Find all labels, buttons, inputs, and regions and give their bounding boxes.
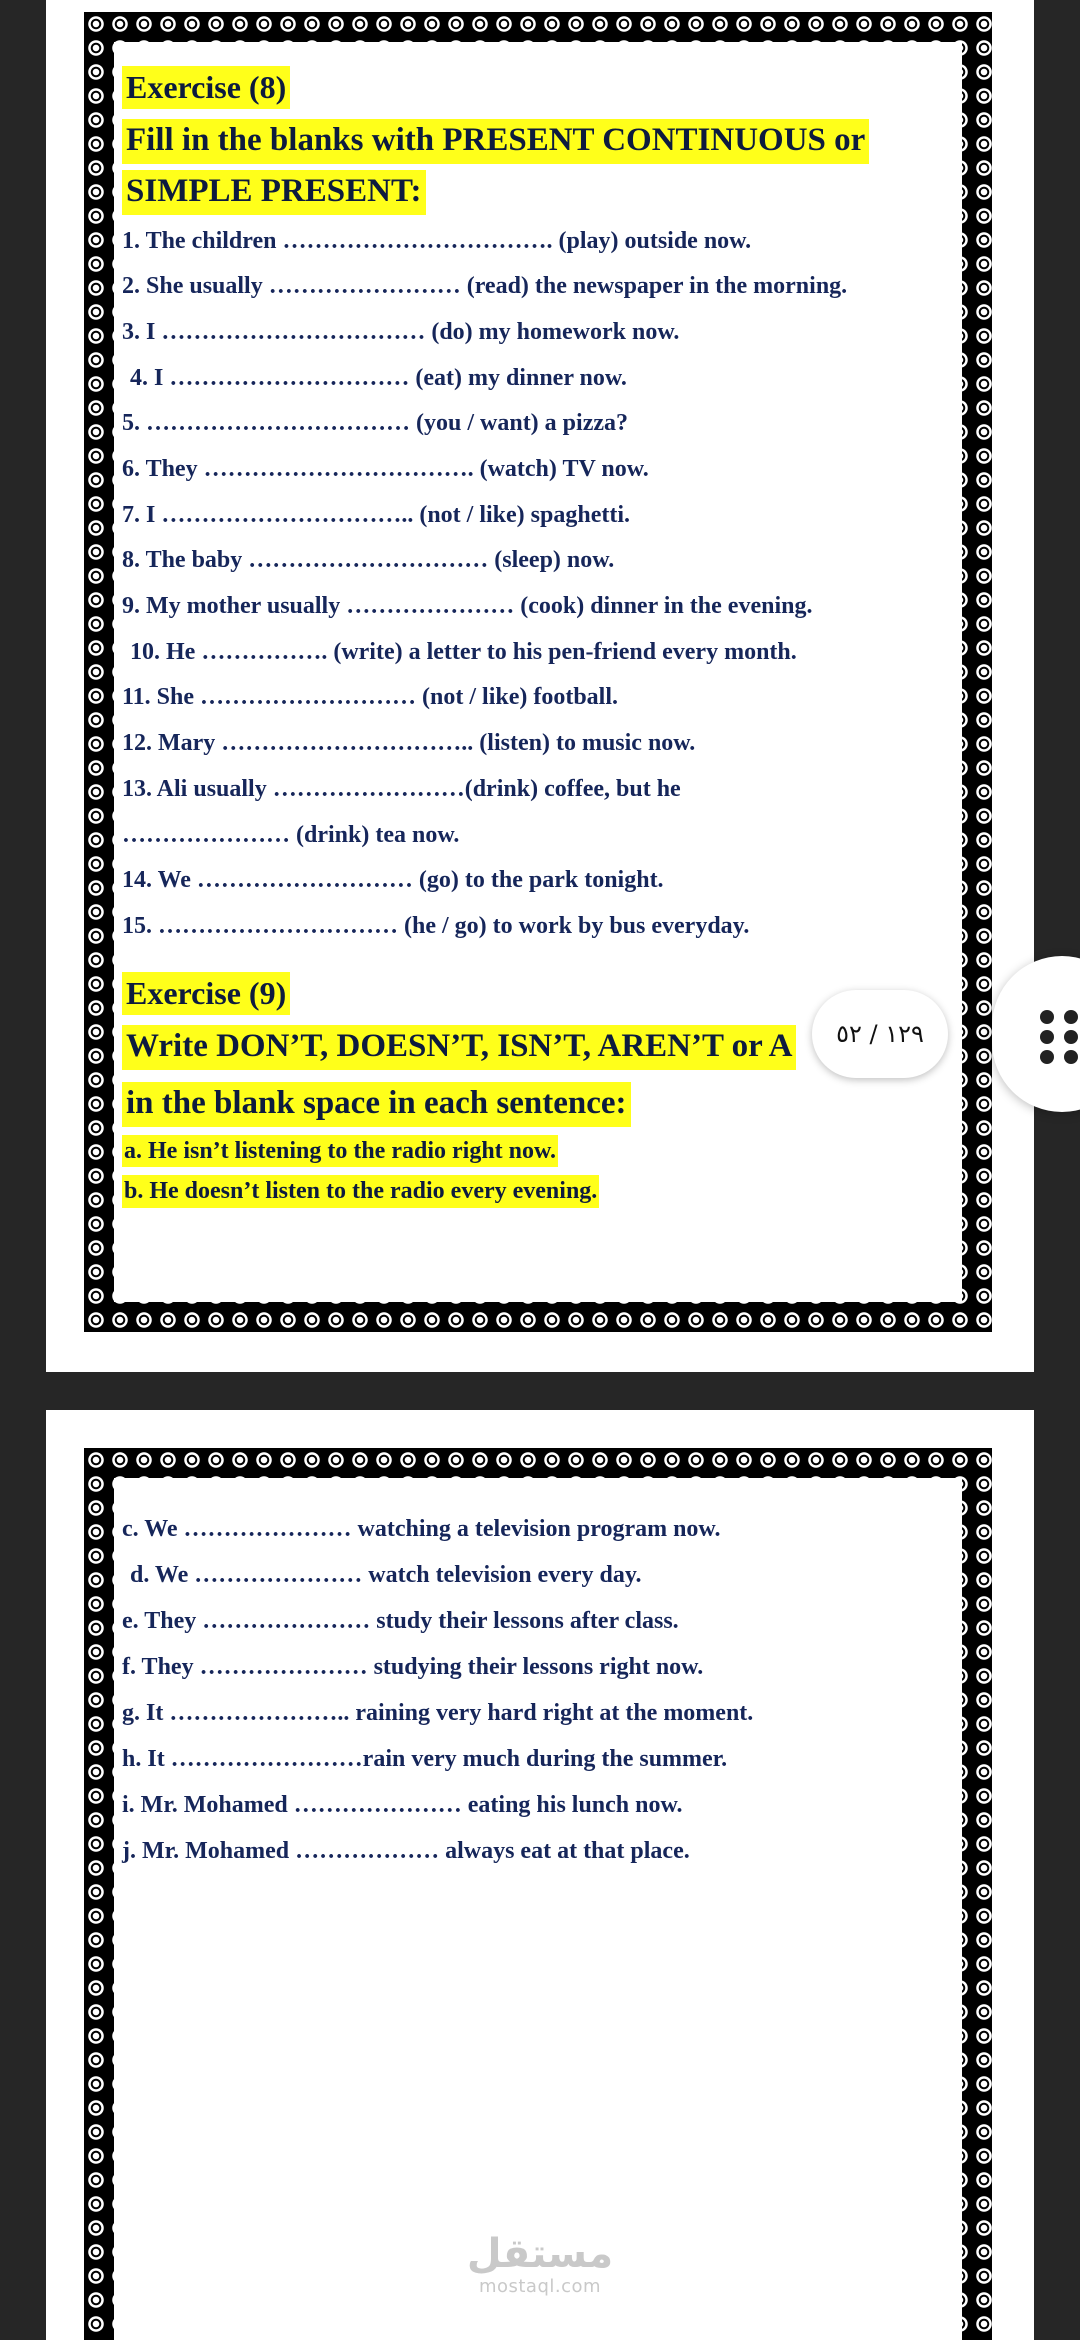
exercise-8-item: 2. She usually …………………… (read) the newspaper in the morning.: [122, 273, 848, 300]
exercise-8-item: 1. The children ……………………………. (play) outside now.: [122, 227, 752, 254]
exercise-9-continued: [122, 1506, 982, 1874]
exercise-9-item: e. They ………………… study their lessons after class.: [122, 1608, 679, 1634]
exercise-8-item: 8. The baby ………………………… (sleep) now.: [122, 547, 615, 574]
exercise-8-item: 7. I ………………………….. (not / like) spaghetti.: [122, 501, 631, 528]
exercise-9-item: j. Mr. Mohamed ……………… always eat at that place.: [122, 1838, 690, 1864]
page-counter-badge: ١٢٩ / ٥٢: [812, 990, 948, 1078]
exercise-9-example: a. He isn’t listening to the radio right now.: [122, 1135, 558, 1168]
exercise-8-item: 15. ………………………… (he / go) to work by bus everyday.: [122, 912, 750, 939]
exercise-8-instruction-line-2: SIMPLE PRESENT:: [122, 170, 426, 215]
watermark-arabic: مستقل: [466, 2231, 614, 2277]
document-page-1: [46, 0, 1034, 1372]
exercise-9-example: b. He doesn’t listen to the radio every evening.: [122, 1175, 599, 1208]
exercise-8-item: 6. They ……………………………. (watch) TV now.: [122, 456, 649, 483]
exercise-9-instruction-line-1: Write DON’T, DOESN’T, ISN’T, AREN’T or A: [122, 1025, 796, 1070]
exercise-9-item: f. They ………………… studying their lessons right now.: [122, 1654, 704, 1680]
exercise-8-item: 5. …………………………… (you / want) a pizza?: [122, 410, 628, 437]
exercise-8-item: 11. She ……………………… (not / like) football.: [122, 684, 619, 711]
exercise-9-item: i. Mr. Mohamed ………………… eating his lunch now.: [122, 1792, 683, 1818]
exercise-9-item: h. It ……………………rain very much during the summer.: [122, 1746, 728, 1772]
exercise-8-title: Exercise (8): [122, 66, 290, 109]
exercise-8-item: 13. Ali usually ……………………(drink) coffee, but he: [122, 775, 681, 802]
exercise-9-item: c. We ………………… watching a television program now.: [122, 1516, 721, 1542]
exercise-9-section: [122, 972, 796, 1212]
watermark-latin: mostaql.com: [478, 2276, 602, 2297]
exercise-8-item: 3. I …………………………… (do) my homework now.: [122, 318, 680, 345]
document-page-2: [46, 1410, 1034, 2340]
exercise-8-item: ………………… (drink) tea now.: [122, 821, 460, 848]
exercise-8-section: [122, 60, 982, 950]
exercise-8-item: 12. Mary ………………………….. (listen) to music now.: [122, 730, 696, 757]
exercise-8-item: 10. He ……………. (write) a letter to his pen-friend every month.: [130, 638, 797, 665]
exercise-9-item: g. It ………………….. raining very hard right at the moment.: [122, 1700, 754, 1726]
exercise-8-instruction-line-1: Fill in the blanks with PRESENT CONTINUOUS or: [122, 119, 869, 164]
drag-grip-icon[interactable]: [1040, 1010, 1076, 1058]
exercise-8-item: 4. I ………………………… (eat) my dinner now.: [130, 364, 627, 391]
exercise-9-item: d. We ………………… watch television every day.: [130, 1562, 642, 1588]
exercise-8-item: 14. We ……………………… (go) to the park tonight.: [122, 867, 664, 894]
watermark-logo: [460, 2232, 620, 2297]
exercise-9-instruction-line-2: in the blank space in each sentence:: [122, 1082, 631, 1127]
exercise-8-item: 9. My mother usually ………………… (cook) dinner in the evening.: [122, 593, 813, 620]
exercise-9-title: Exercise (9): [122, 972, 290, 1015]
